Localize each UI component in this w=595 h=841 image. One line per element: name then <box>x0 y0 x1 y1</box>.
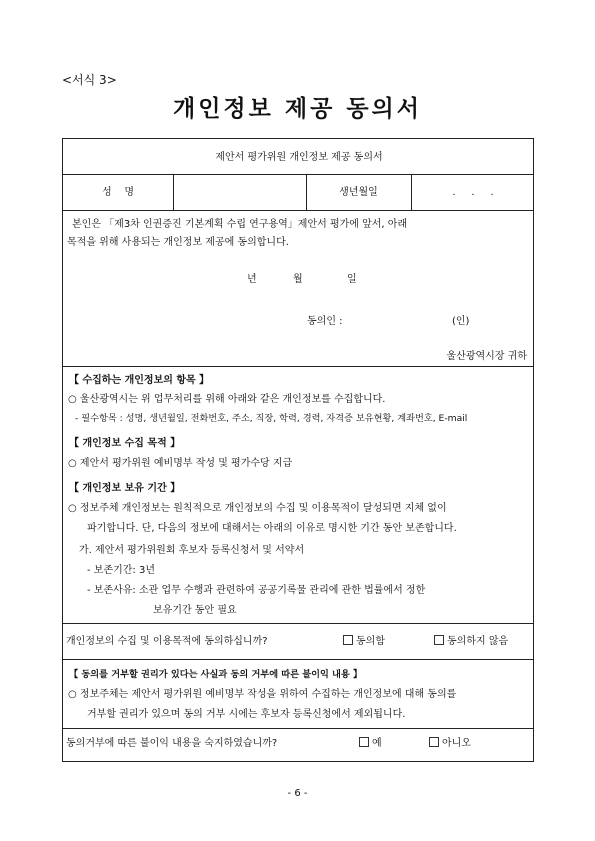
disagree-checkbox[interactable] <box>434 635 508 648</box>
date-month: 월 <box>293 274 303 285</box>
agree-checkbox[interactable] <box>343 635 385 648</box>
statement-line: 목적을 위해 사용되는 개인정보 제공에 동의합니다. <box>67 237 289 248</box>
body-line: ○ 정보주체 개인정보는 원칙적으로 개인정보의 수집 및 이용목적이 달성되면 지체 없이 <box>68 503 447 514</box>
page-number: - 6 - <box>287 788 308 799</box>
body-line: 보유기간 동안 필요 <box>153 605 237 616</box>
section-heading: 【 개인정보 수집 목적 】 <box>69 438 181 449</box>
checkbox-icon <box>429 737 439 747</box>
body-line: - 보존사유: 소관 업무 수행과 관련하여 공공기록물 관리에 관한 법률에서 정한 <box>87 585 426 596</box>
cell-divider <box>173 174 174 210</box>
date-year: 년 <box>247 274 257 285</box>
rule <box>63 366 533 367</box>
rule <box>63 623 533 624</box>
body-line: ○ 제안서 평가위원 예비명부 작성 및 평가수당 지급 <box>68 458 293 469</box>
acknowledge-question: 동의거부에 따른 불이익 내용을 숙지하였습니까? <box>66 738 278 749</box>
consent-form-table <box>62 138 534 762</box>
rule <box>63 659 533 660</box>
consent-question: 개인정보의 수집 및 이용목적에 동의하십니까? <box>66 636 268 647</box>
yes-checkbox[interactable] <box>359 737 382 750</box>
statement-line: 본인은 「제3차 인권증진 기본계획 수립 연구용역」제안서 평가에 앞서, 아래 <box>72 219 408 230</box>
document-title: 개인정보 제공 동의서 <box>173 95 422 122</box>
checkbox-icon <box>359 737 369 747</box>
body-line: ○ 울산광역시는 위 업무처리를 위해 아래와 같은 개인정보를 수집합니다. <box>68 394 386 405</box>
rule <box>63 728 533 729</box>
agree-label: 동의함 <box>356 636 385 647</box>
body-line: - 필수항목 : 성명, 생년월일, 전화번호, 주소, 직장, 학력, 경력, 자격증 보유현황, 계좌번호, E-mail <box>75 413 468 424</box>
birth-label: 생년월일 <box>339 187 378 198</box>
no-checkbox[interactable] <box>429 737 471 750</box>
seal-mark: (인) <box>452 316 470 327</box>
rule <box>63 210 533 211</box>
no-label: 아니오 <box>442 738 471 749</box>
body-line: ○ 정보주체는 제안서 평가위원 예비명부 작성을 위하여 수집하는 개인정보에 대해 동의를 <box>68 689 457 700</box>
rule <box>63 174 533 175</box>
disagree-label: 동의하지 않음 <box>447 636 509 647</box>
body-line: 파기합니다. 단, 다음의 정보에 대해서는 아래의 이유로 명시한 기간 동안 보존합니다. <box>87 523 457 534</box>
signer-label: 동의인 : <box>307 316 343 327</box>
checkbox-icon <box>434 635 444 645</box>
form-code: <서식 3> <box>62 73 117 87</box>
section-heading: 【 수집하는 개인정보의 항목 】 <box>69 375 210 386</box>
section-heading: 【 개인정보 보유 기간 】 <box>69 483 181 494</box>
body-line: - 보존기간: 3년 <box>87 565 155 576</box>
birth-field[interactable]: . . . <box>452 187 494 198</box>
body-line: 거부할 권리가 있으며 동의 거부 시에는 후보자 등록신청에서 제외됩니다. <box>87 709 406 720</box>
yes-label: 예 <box>372 738 382 749</box>
checkbox-icon <box>343 635 353 645</box>
section-heading: 【 동의를 거부할 권리가 있다는 사실과 동의 거부에 따른 불이익 내용 】 <box>69 669 363 680</box>
name-label: 성 명 <box>101 187 135 198</box>
date-day: 일 <box>347 274 357 285</box>
table-title: 제안서 평가위원 개인정보 제공 동의서 <box>215 152 383 163</box>
addressee: 울산광역시장 귀하 <box>446 351 527 362</box>
body-line: 가. 제안서 평가위원회 후보자 등록신청서 및 서약서 <box>79 545 305 556</box>
